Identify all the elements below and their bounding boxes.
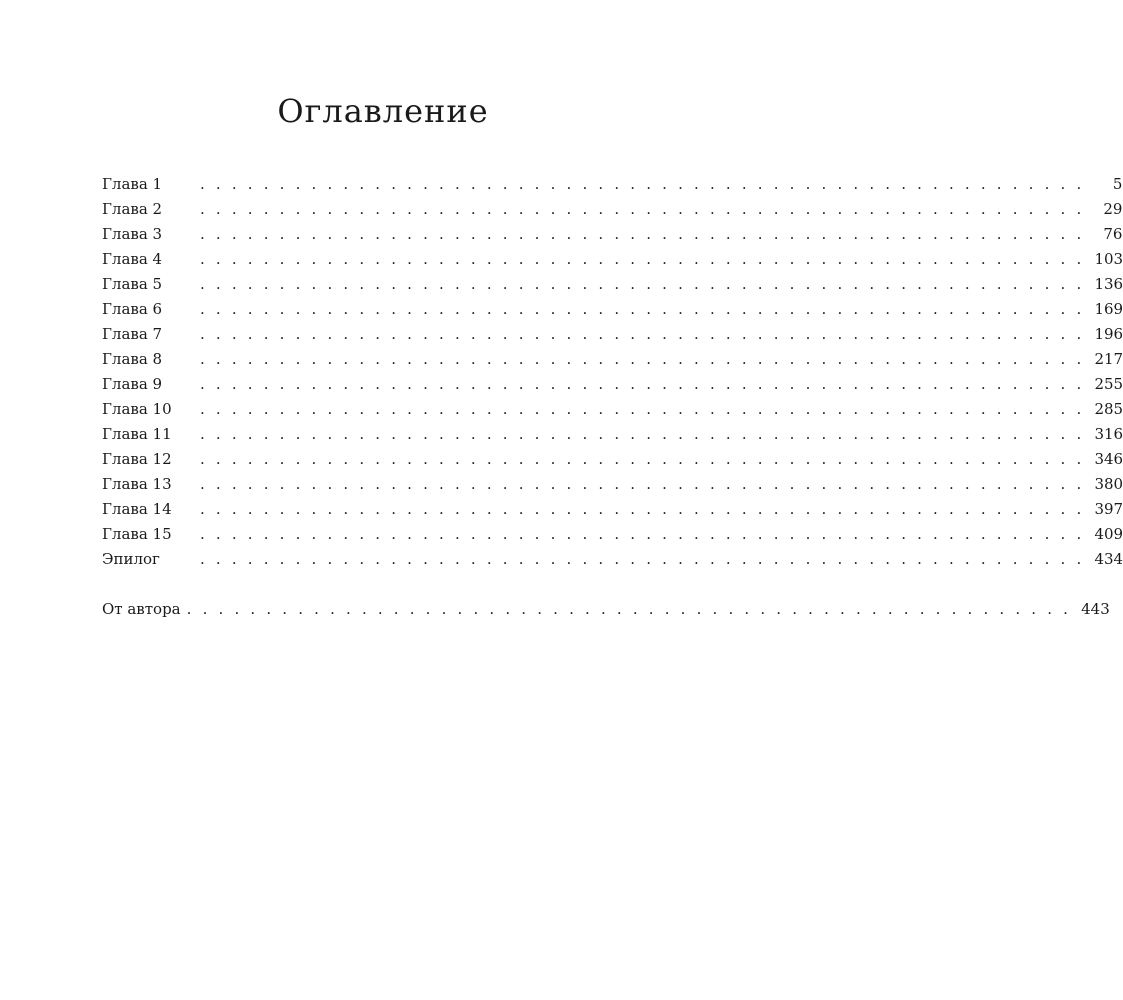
toc-entry-epilogue[interactable] — [102, 550, 1123, 575]
toc-entry-page: 76 — [1103, 225, 1123, 243]
toc-entry-page: 136 — [1094, 275, 1123, 293]
toc-entry-page: 255 — [1094, 375, 1123, 393]
dot-leader: . . . . . . . . . . . . . . . . . . . . . . . . . . . . . . . . . . . . . . . . . . . . . . . . . . . . . . . . — [200, 225, 1085, 243]
toc-entry-page: 5 — [1112, 175, 1123, 193]
toc-entry-chapter-8[interactable] — [102, 350, 1123, 375]
dot-leader: . . . . . . . . . . . . . . . . . . . . . . . . . . . . . . . . . . . . . . . . . . . . . . . . . . . . . . . . — [200, 325, 1085, 343]
dot-leader: . . . . . . . . . . . . . . . . . . . . . . . . . . . . . . . . . . . . . . . . . . . . . . . . . . . . . . . . — [200, 525, 1085, 543]
toc-entry-page: 397 — [1094, 500, 1123, 518]
toc-entry-label: Глава 15 — [102, 525, 172, 543]
toc-entry-page: 29 — [1103, 200, 1123, 218]
toc-entry-label: Глава 7 — [102, 325, 163, 343]
toc-entry-page: 346 — [1094, 450, 1123, 468]
dot-leader: . . . . . . . . . . . . . . . . . . . . . . . . . . . . . . . . . . . . . . . . . . . . . . . . . . . . . . . . — [200, 450, 1085, 468]
toc-entry-chapter-4[interactable] — [102, 250, 1123, 275]
toc-entry-label: Глава 5 — [102, 275, 163, 293]
toc-entry-author-note[interactable] — [102, 600, 1110, 625]
dot-leader: . . . . . . . . . . . . . . . . . . . . . . . . . . . . . . . . . . . . . . . . . . . . . . . . . . . . . . . . — [200, 200, 1085, 218]
dot-leader: . . . . . . . . . . . . . . . . . . . . . . . . . . . . . . . . . . . . . . . . . . . . . . . . . . . . . . . . — [200, 375, 1085, 393]
toc-entry-page: 409 — [1094, 525, 1123, 543]
toc-entry-label: Глава 13 — [102, 475, 172, 493]
dot-leader: . . . . . . . . . . . . . . . . . . . . . . . . . . . . . . . . . . . . . . . . . . . . . . . . . . . . . . . . — [200, 275, 1085, 293]
dot-leader: . . . . . . . . . . . . . . . . . . . . . . . . . . . . . . . . . . . . . . . . . . . . . . . . . . . . . . . . — [200, 550, 1085, 568]
dot-leader: . . . . . . . . . . . . . . . . . . . . . . . . . . . . . . . . . . . . . . . . . . . . . . . . . . . . . . . . — [200, 175, 1085, 193]
toc-entry-label: Эпилог — [102, 550, 160, 568]
toc-entry-label: Глава 14 — [102, 500, 172, 518]
toc-entry-page: 103 — [1094, 250, 1123, 268]
toc-entry-page: 434 — [1094, 550, 1123, 568]
dot-leader: . . . . . . . . . . . . . . . . . . . . . . . . . . . . . . . . . . . . . . . . . . . . . . . . . . . . . . . . — [200, 475, 1085, 493]
dot-leader: . . . . . . . . . . . . . . . . . . . . . . . . . . . . . . . . . . . . . . . . . . . . . . . . . . . . . . . . — [200, 400, 1085, 418]
toc-entry-chapter-14[interactable] — [102, 500, 1123, 525]
toc-entry-label: Глава 12 — [102, 450, 172, 468]
toc-entry-label: Глава 1 — [102, 175, 163, 193]
toc-entry-chapter-11[interactable] — [102, 425, 1123, 450]
dot-leader: . . . . . . . . . . . . . . . . . . . . . . . . . . . . . . . . . . . . . . . . . . . . . . . . . . . . . . . . — [186, 600, 1072, 618]
toc-entry-page: 217 — [1094, 350, 1123, 368]
table-of-contents — [102, 175, 1123, 625]
toc-entry-label: Глава 2 — [102, 200, 163, 218]
toc-entry-chapter-3[interactable] — [102, 225, 1123, 250]
dot-leader: . . . . . . . . . . . . . . . . . . . . . . . . . . . . . . . . . . . . . . . . . . . . . . . . . . . . . . . . — [200, 300, 1085, 318]
toc-entry-label: Глава 10 — [102, 400, 172, 418]
toc-entry-label: От автора — [102, 600, 181, 618]
toc-entry-chapter-5[interactable] — [102, 275, 1123, 300]
toc-entry-chapter-12[interactable] — [102, 450, 1123, 475]
toc-entry-label: Глава 9 — [102, 375, 163, 393]
toc-entry-chapter-2[interactable] — [102, 200, 1123, 225]
toc-entry-chapter-7[interactable] — [102, 325, 1123, 350]
toc-entry-chapter-1[interactable] — [102, 175, 1123, 200]
toc-entry-chapter-13[interactable] — [102, 475, 1123, 500]
toc-entry-chapter-6[interactable] — [102, 300, 1123, 325]
dot-leader: . . . . . . . . . . . . . . . . . . . . . . . . . . . . . . . . . . . . . . . . . . . . . . . . . . . . . . . . — [200, 250, 1085, 268]
dot-leader: . . . . . . . . . . . . . . . . . . . . . . . . . . . . . . . . . . . . . . . . . . . . . . . . . . . . . . . . — [200, 425, 1085, 443]
toc-entry-label: Глава 6 — [102, 300, 163, 318]
toc-entry-page: 380 — [1094, 475, 1123, 493]
dot-leader: . . . . . . . . . . . . . . . . . . . . . . . . . . . . . . . . . . . . . . . . . . . . . . . . . . . . . . . . — [200, 350, 1085, 368]
toc-entry-chapter-9[interactable] — [102, 375, 1123, 400]
toc-entry-label: Глава 8 — [102, 350, 163, 368]
page-title: Оглавление — [277, 92, 489, 130]
toc-entry-label: Глава 11 — [102, 425, 172, 443]
toc-entry-page: 285 — [1094, 400, 1123, 418]
toc-entry-page: 169 — [1094, 300, 1123, 318]
toc-entry-page: 196 — [1094, 325, 1123, 343]
toc-entry-label: Глава 3 — [102, 225, 163, 243]
toc-entry-label: Глава 4 — [102, 250, 163, 268]
toc-entry-page: 443 — [1081, 600, 1110, 618]
toc-entry-page: 316 — [1094, 425, 1123, 443]
toc-entry-chapter-10[interactable] — [102, 400, 1123, 425]
dot-leader: . . . . . . . . . . . . . . . . . . . . . . . . . . . . . . . . . . . . . . . . . . . . . . . . . . . . . . . . — [200, 500, 1085, 518]
toc-entry-chapter-15[interactable] — [102, 525, 1123, 550]
